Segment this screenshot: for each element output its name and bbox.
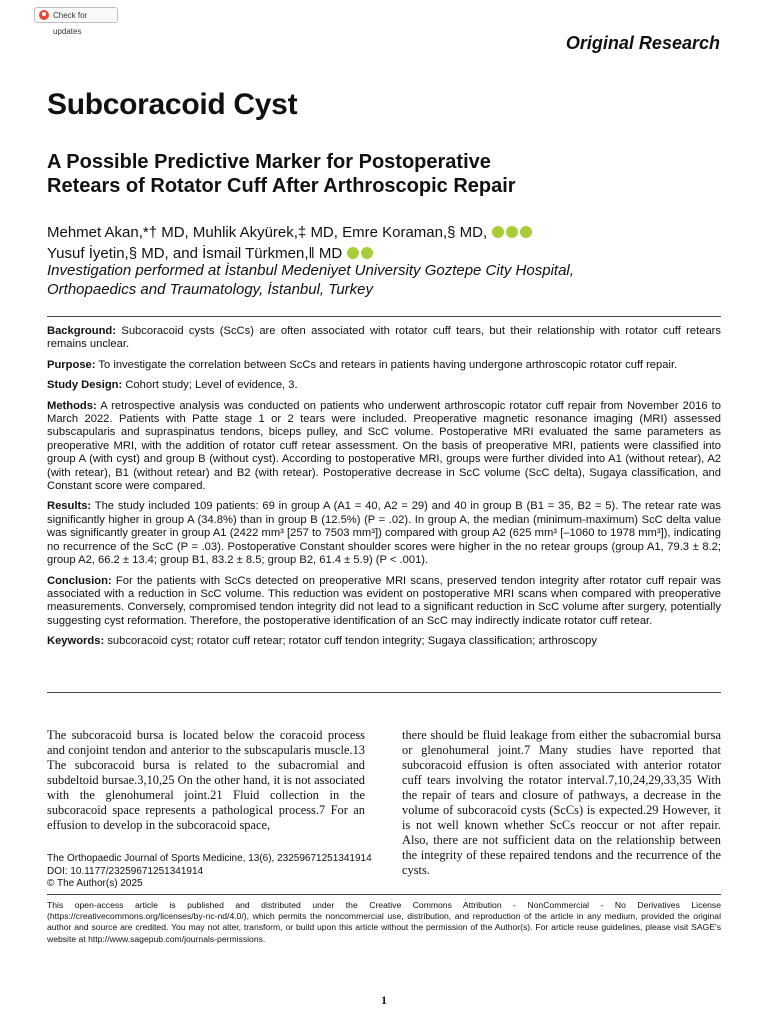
- section-text: The study included 109 patients: 69 in group A (A1 = 40, A2 = 29) and 40 in group B (B1 = 35, B2 = 5). The retear rate was significantly higher in group A (34.8%) than in group B (12.5%) (P = .02). In group A, the median (minimum-maximum) ScC delta value was significantly greater in group A1 (2422 mm³ [257 to 7503 mm³]) compared with group A2 (625 mm³ [–1060 to 1978 mm³]), indicating no recurrence of the ScC (P = .03). Postoperative Constant shoulder scores were higher in the no retear groups (group A1, 79.3 ± 8.2; group A2, 66.2 ± 13.4; group B1, 83.2 ± 8.5; group B2, 61.4 ± 5.9) (P < .001).: [47, 500, 722, 567]
- section-heading: Methods:: [47, 399, 97, 412]
- author-list: [47, 222, 727, 264]
- authors-line: [47, 222, 727, 243]
- badge-label: Check for updates: [53, 11, 88, 36]
- subtitle-line: Retears of Rotator Cuff After Arthroscopic Repair: [47, 175, 516, 197]
- section-heading: Background:: [47, 325, 116, 337]
- section-heading: Keywords:: [47, 635, 105, 648]
- authors-text: Yusuf İyetin,§ MD, and İsmail Türkmen,‖ MD: [47, 245, 343, 262]
- article-title: Subcoracoid Cyst: [47, 88, 298, 121]
- section-text: Cohort study; Level of evidence, 3.: [125, 379, 298, 392]
- crossmark-icon: [39, 10, 49, 20]
- abstract-results: [47, 500, 721, 567]
- license-text: This open-access article is published and distributed under the Creative Commons Attribution - NonCommercial - No Derivatives License (https://creativecommons.org/licenses/by-nc-nd/4.0/), which permits the noncommercial use, distribution, and reproduction of the article in any medium, provided the original author and source are credited. You may not alter, transform, or build upon this article without the permission of the Author(s). For article reuse guidelines, please visit SAGE's website at http://www.sagepub.com/journals-permissions.: [47, 900, 721, 944]
- page-number: 1: [381, 993, 387, 1007]
- section-heading: Study Design:: [47, 379, 123, 392]
- divider: [47, 692, 721, 693]
- orcid-icon[interactable]: [492, 226, 504, 238]
- abstract-keywords: [47, 635, 721, 648]
- section-text: Subcoracoid cysts (ScCs) are often associated with rotator cuff tears, but their relationship with rotator cuff retears remains unclear.: [47, 325, 722, 351]
- section-text: To investigate the correlation between ScCs and retears in patients having undergone arthroscopic rotator cuff repair.: [98, 358, 678, 371]
- affiliation: [47, 261, 727, 299]
- orcid-icon[interactable]: [361, 247, 373, 259]
- article-subtitle: [47, 150, 687, 198]
- divider: [47, 894, 721, 895]
- affiliation-line: Investigation performed at İstanbul Medeniyet University Goztepe City Hospital,: [47, 262, 574, 279]
- orcid-icon[interactable]: [347, 247, 359, 259]
- body-paragraph: there should be fluid leakage from either the subacromial bursa or glenohumeral joint.7 Many studies have reported that subcoracoid effusion is often associated with anterior rotator cuff tears involving the rotator interval.7,10,24,29,33,35 With the repair of tears and closure of pathways, a decrease in the volume of subcoracoid cysts (ScCs) is expected.29 However, it is not well known whether ScCs reoccur or not after repair. Also, there are not sufficient data on the relationship between the integrity of these repaired tendons and the recurrence of the cysts.: [402, 728, 721, 877]
- body-paragraph: The subcoracoid bursa is located below the coracoid process and conjoint tendon and anterior to the subscapularis muscle.13 The subcoracoid bursa is related to the subacromial and subdeltoid bursae.3,10,25 On the other hand, it is not associated with the glenohumeral joint.21 Fluid collection in the subcoracoid space represents a pathological process.7 For an effusion to develop in the subcoracoid space,: [47, 728, 365, 832]
- abstract: [47, 325, 721, 656]
- section-heading: Purpose:: [47, 358, 96, 371]
- body-left-column: [47, 728, 365, 833]
- copyright: © The Author(s) 2025: [47, 878, 143, 889]
- section-text: subcoracoid cyst; rotator cuff retear; rotator cuff tendon integrity; Sugaya classification; arthroscopy: [107, 635, 597, 648]
- divider: [47, 316, 721, 317]
- subtitle-line: A Possible Predictive Marker for Postoperative: [47, 151, 491, 173]
- journal-citation: The Orthopaedic Journal of Sports Medicine, 13(6), 23259671251341914: [47, 853, 372, 864]
- orcid-icon[interactable]: [520, 226, 532, 238]
- journal-info: [47, 853, 372, 891]
- abstract-conclusion: [47, 575, 721, 629]
- affiliation-line: Orthopaedics and Traumatology, İstanbul, Turkey: [47, 281, 373, 298]
- section-heading: Results:: [47, 500, 92, 513]
- doi-link[interactable]: DOI: 10.1177/23259671251341914: [47, 865, 204, 877]
- abstract-methods: [47, 400, 721, 494]
- section-text: For the patients with ScCs detected on preoperative MRI scans, preserved tendon integrity after rotator cuff repair was associated with a reduction in ScC volume. This reduction was evident on postoperative MRI scans when compared with preoperative measurements. Conversely, compromised tendon integrity did not lead to a significant reduction in ScC volume after surgery, potentially suggesting cyst reformation. Therefore, the postoperative identification of an ScC may indirectly indicate rotator cuff retear.: [47, 574, 721, 627]
- orcid-icon[interactable]: [506, 226, 518, 238]
- abstract-background: [47, 325, 721, 352]
- abstract-purpose: [47, 359, 721, 372]
- section-text: A retrospective analysis was conducted on patients who underwent arthroscopic rotator cuff repair from November 2016 to March 2022. Patients with Patte stage 1 or 2 tears were included. Preoperative magnetic resonance imaging (MRI) assessed subscapularis and supraspinatus tendons, biceps pulley, and ScC volume. Postoperative MRI evaluated the same parameters as preoperative MRI, with the addition of rotator cuff retear assessment. On the basis of preoperative MRI, patients were classified into group A (with cyst) and group B (without cyst). According to postoperative MRI, groups were further divided into A1 (without retear), A2 (with retear), B1 (without retear) and B2 (with retear). Postoperative decrease in ScC volume (ScC delta), Sugaya classification, and Constant score were compared.: [47, 399, 722, 493]
- section-label: Original Research: [565, 33, 720, 53]
- body-right-column: [402, 728, 721, 878]
- authors-text: Mehmet Akan,*† MD, Muhlik Akyürek,‡ MD, Emre Koraman,§ MD,: [47, 224, 488, 241]
- check-for-updates-badge[interactable]: [34, 7, 118, 36]
- section-heading: Conclusion:: [47, 574, 112, 587]
- abstract-design: [47, 379, 721, 392]
